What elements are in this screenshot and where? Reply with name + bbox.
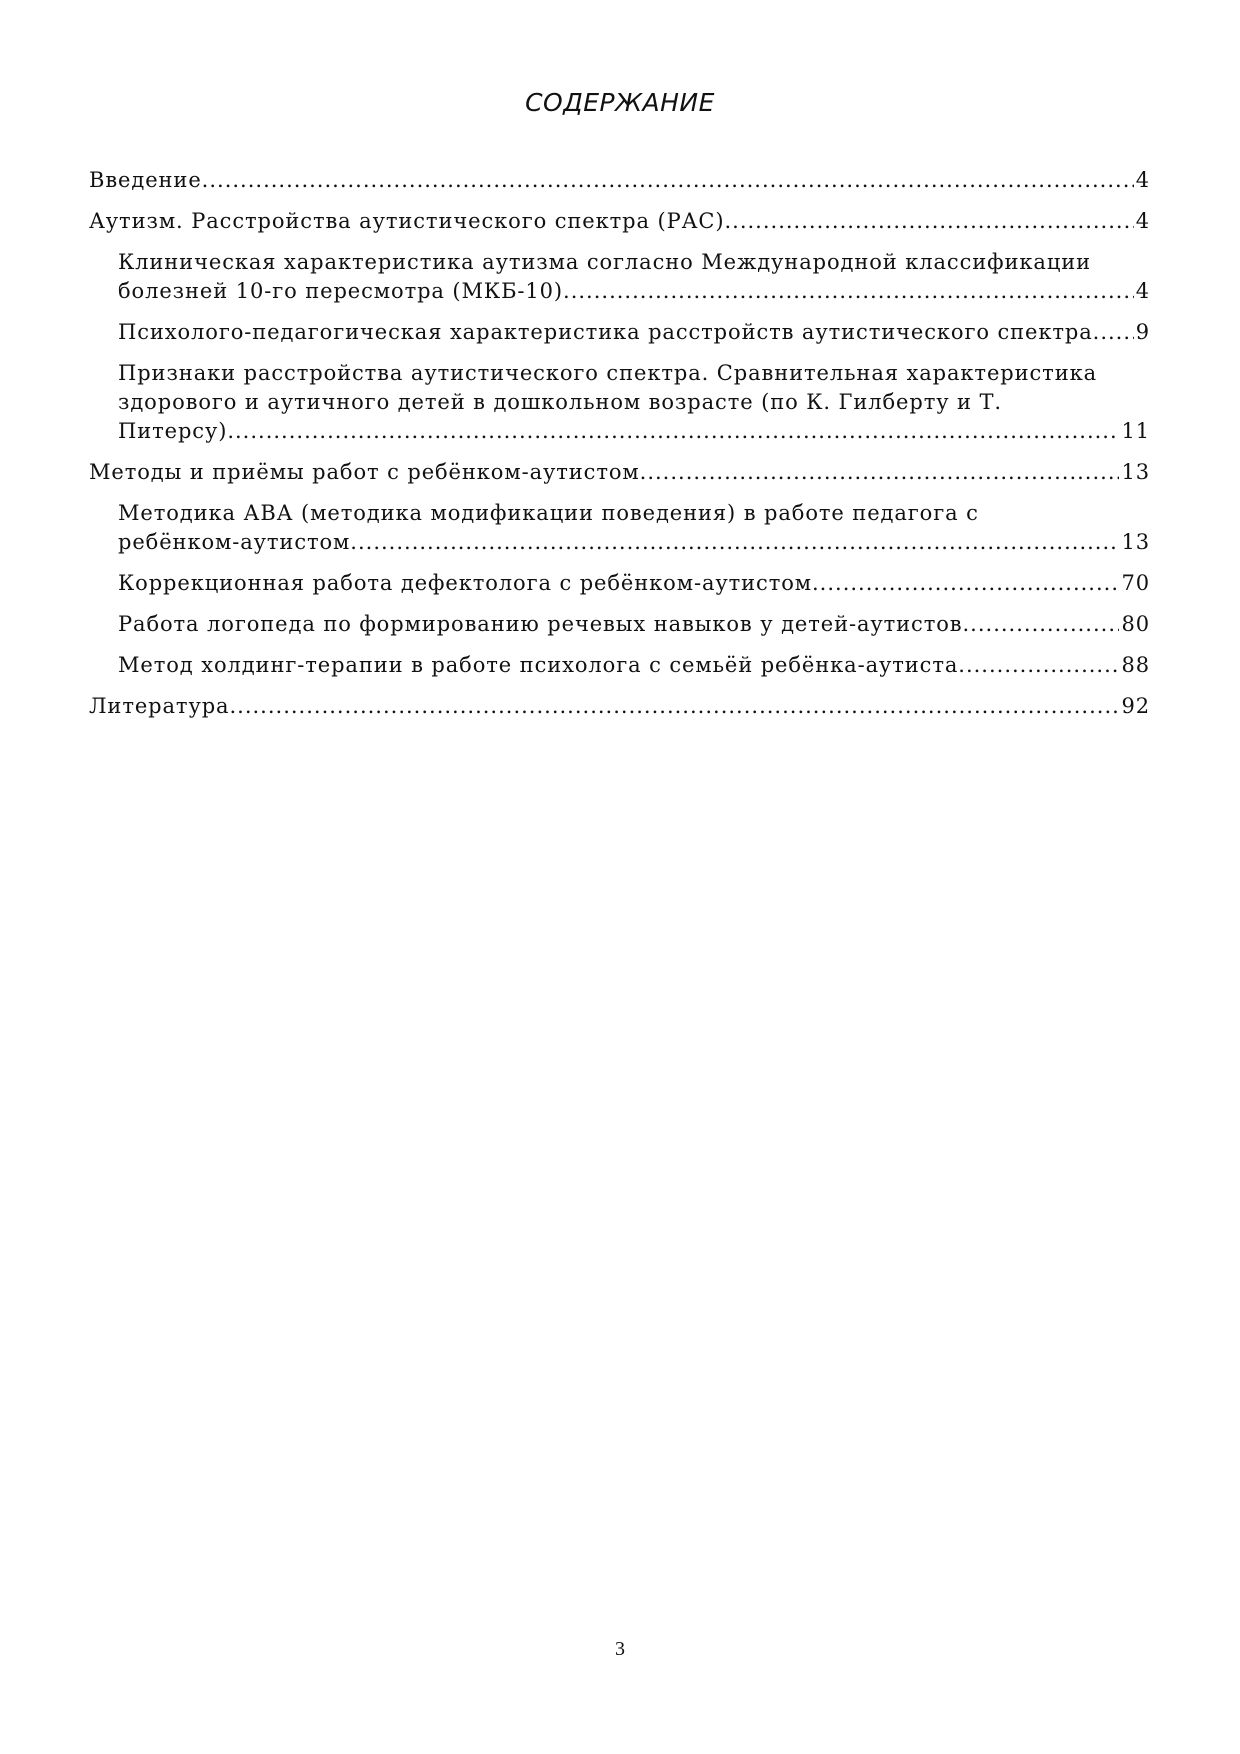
toc-entry-title: Признаки расстройства аутистического спектра. Сравнительная характеристика здорового и аутичного детей в дошкольном возрасте (по К. Гилберту и Т. Питерсу) ..... xyxy=(118,361,1097,443)
toc-entry-page: 9 xyxy=(1134,318,1150,347)
toc-entry[interactable] xyxy=(89,318,1150,347)
toc-entry[interactable] xyxy=(89,248,1150,306)
toc-entry-page: 92 xyxy=(1119,692,1150,721)
table-of-contents xyxy=(89,166,1150,733)
toc-entry-page: 70 xyxy=(1119,569,1150,598)
toc-entry[interactable] xyxy=(89,166,1150,195)
toc-entry-title: Введение ..... xyxy=(89,168,202,192)
page-title: СОДЕРЖАНИЕ xyxy=(525,88,715,117)
toc-entry-page: 4 xyxy=(1134,207,1150,236)
toc-entry-title: Психолого-педагогическая характеристика расстройств аутистического спектра ..... xyxy=(118,320,1093,344)
toc-entry-title: Работа логопеда по формированию речевых навыков у детей-аутистов ..... xyxy=(118,612,963,636)
page-number: 3 xyxy=(615,1638,625,1660)
toc-entry[interactable] xyxy=(89,207,1150,236)
toc-entry-page: 4 xyxy=(1134,277,1150,306)
toc-entry-page: 4 xyxy=(1134,166,1150,195)
toc-entry-page: 13 xyxy=(1119,458,1150,487)
toc-entry-page: 13 xyxy=(1119,528,1150,557)
toc-entry-title: Методы и приёмы работ с ребёнком-аутистом ..... xyxy=(89,460,640,484)
toc-entry-title: Аутизм. Расстройства аутистического спектра (РАС) ..... xyxy=(89,209,724,233)
toc-entry-page: 11 xyxy=(1119,417,1150,446)
toc-entry-title: Коррекционная работа дефектолога с ребёнком-аутистом ..... xyxy=(118,571,812,595)
toc-entry[interactable] xyxy=(89,692,1150,721)
toc-entry[interactable] xyxy=(89,458,1150,487)
toc-entry[interactable] xyxy=(89,569,1150,598)
toc-entry-title: Литература ..... xyxy=(89,694,229,718)
toc-entry[interactable] xyxy=(89,651,1150,680)
toc-entry[interactable] xyxy=(89,499,1150,557)
toc-entry-title: Метод холдинг-терапии в работе психолога с семьёй ребёнка-аутиста ..... xyxy=(118,653,958,677)
toc-entry-title: Клиническая характеристика аутизма согласно Международной классификации болезней 10-го пересмотра (МКБ-10) ..... xyxy=(118,250,1091,303)
toc-entry-page: 80 xyxy=(1119,610,1150,639)
toc-entry[interactable] xyxy=(89,359,1150,446)
toc-entry-title: Методика АВА (методика модификации поведения) в работе педагога с ребёнком-аутистом ..... xyxy=(118,501,979,554)
toc-entry-page: 88 xyxy=(1119,651,1150,680)
toc-entry[interactable] xyxy=(89,610,1150,639)
